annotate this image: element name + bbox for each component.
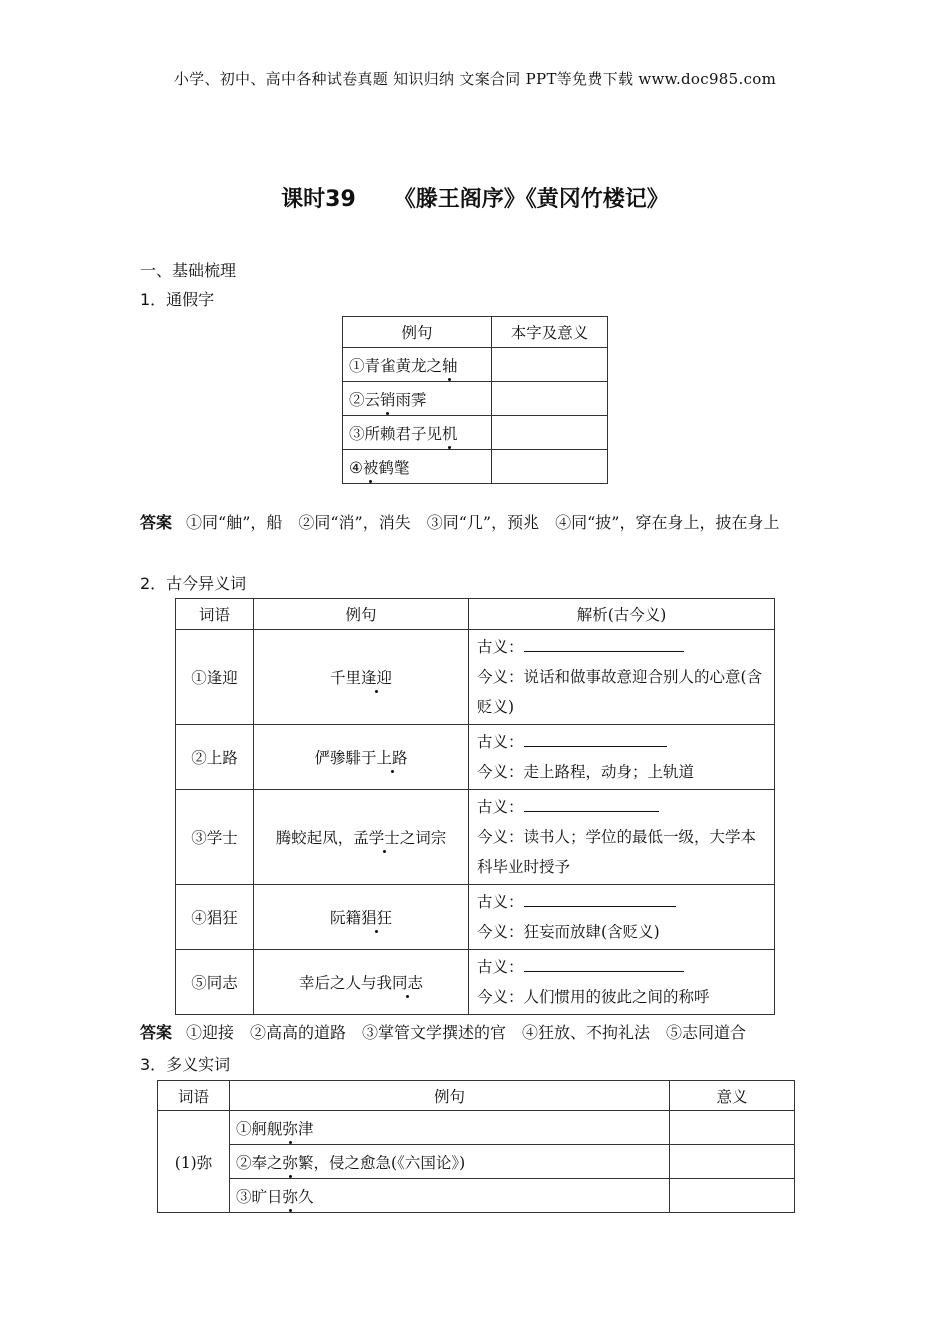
col-header: 本字及意义 [492,317,608,348]
answer-cell [492,450,608,484]
example-sentence: ③旷日弥久 [230,1179,670,1213]
example-sentence: ①舸舰弥津 [230,1111,670,1145]
page-header: 小学、初中、高中各种试卷真题 知识归纳 文案合同 PPT等免费下载 www.doc985.com [173,70,777,88]
table-row [176,630,775,725]
gujin-answer: 答案 ①迎接 ②高高的道路 ③掌管文学撰述的官 ④狂放、不拘礼法 ⑤志同道合 [140,1023,747,1042]
emphasis-char: 被 [363,456,379,478]
duoyi-table [157,1080,795,1213]
gujin-heading: 2．古今异义词 [140,574,247,593]
col-header: 意义 [670,1081,795,1111]
answer-cell [492,348,608,382]
example-sentence: 阮籍猖狂 [254,885,469,950]
lesson-number: 课时39 [281,187,356,212]
col-header: 例句 [254,599,469,630]
analysis-cell: 古义： 今义：狂妄而放肆(含贬义) [469,885,775,950]
col-header: 解析(古今义) [469,599,775,630]
table-row [158,1111,795,1145]
example-sentence: ①青雀黄龙之轴 [343,348,492,382]
lesson-title [0,182,950,213]
analysis-cell: 古义： 今义：说话和做事故意迎合别人的心意(含贬义) [469,630,775,725]
table-row [343,382,608,416]
lesson-name: 《滕王阁序》《黄冈竹楼记》 [393,187,669,212]
answer-cell [492,416,608,450]
emphasis-char: 销 [380,388,396,410]
example-sentence: ③所赖君子见机 [343,416,492,450]
table-row [343,348,608,382]
example-sentence: ④被鹤氅 [343,450,492,484]
word-cell: ①逢迎 [176,630,254,725]
table-row [176,725,775,790]
example-sentence: 千里逢迎 [254,630,469,725]
example-sentence: 腾蛟起凤，孟学士之词宗 [254,790,469,885]
table-row [176,950,775,1015]
example-sentence: 俨骖騑于上路 [254,725,469,790]
col-header: 词语 [158,1081,230,1111]
meaning-cell [670,1145,795,1179]
meaning-cell [670,1179,795,1213]
example-sentence: ②云销雨霁 [343,382,492,416]
analysis-cell: 古义： 今义：人们惯用的彼此之间的称呼 [469,950,775,1015]
table-row [176,790,775,885]
table-row [343,416,608,450]
table-row [176,885,775,950]
tongjia-table [342,316,608,484]
emphasis-char: 机 [442,422,458,444]
col-header: 例句 [230,1081,670,1111]
gujin-table [175,598,775,1015]
word-cell: ④猖狂 [176,885,254,950]
meaning-cell [670,1111,795,1145]
emphasis-char: 轴 [442,354,458,376]
answer-cell [492,382,608,416]
tongjia-answer: 答案 ①同“舳”，船 ②同“消”，消失 ③同“几”，预兆 ④同“披”，穿在身上，披在身上 [140,513,780,532]
table-row [343,450,608,484]
example-sentence: 幸后之人与我同志 [254,950,469,1015]
analysis-cell: 古义： 今义：读书人；学位的最低一级，大学本科毕业时授予 [469,790,775,885]
table-row [158,1145,795,1179]
word-cell: ⑤同志 [176,950,254,1015]
section-heading: 一、基础梳理 [140,261,237,280]
duoyi-heading: 3．多义实词 [140,1055,231,1074]
word-cell: (1)弥 [158,1111,230,1213]
analysis-cell: 古义： 今义：走上路程，动身；上轨道 [469,725,775,790]
word-cell: ②上路 [176,725,254,790]
example-sentence: ②奉之弥繁，侵之愈急(《六国论》) [230,1145,670,1179]
table-row [158,1179,795,1213]
word-cell: ③学士 [176,790,254,885]
col-header: 词语 [176,599,254,630]
tongjia-heading: 1．通假字 [140,290,215,309]
col-header: 例句 [343,317,492,348]
